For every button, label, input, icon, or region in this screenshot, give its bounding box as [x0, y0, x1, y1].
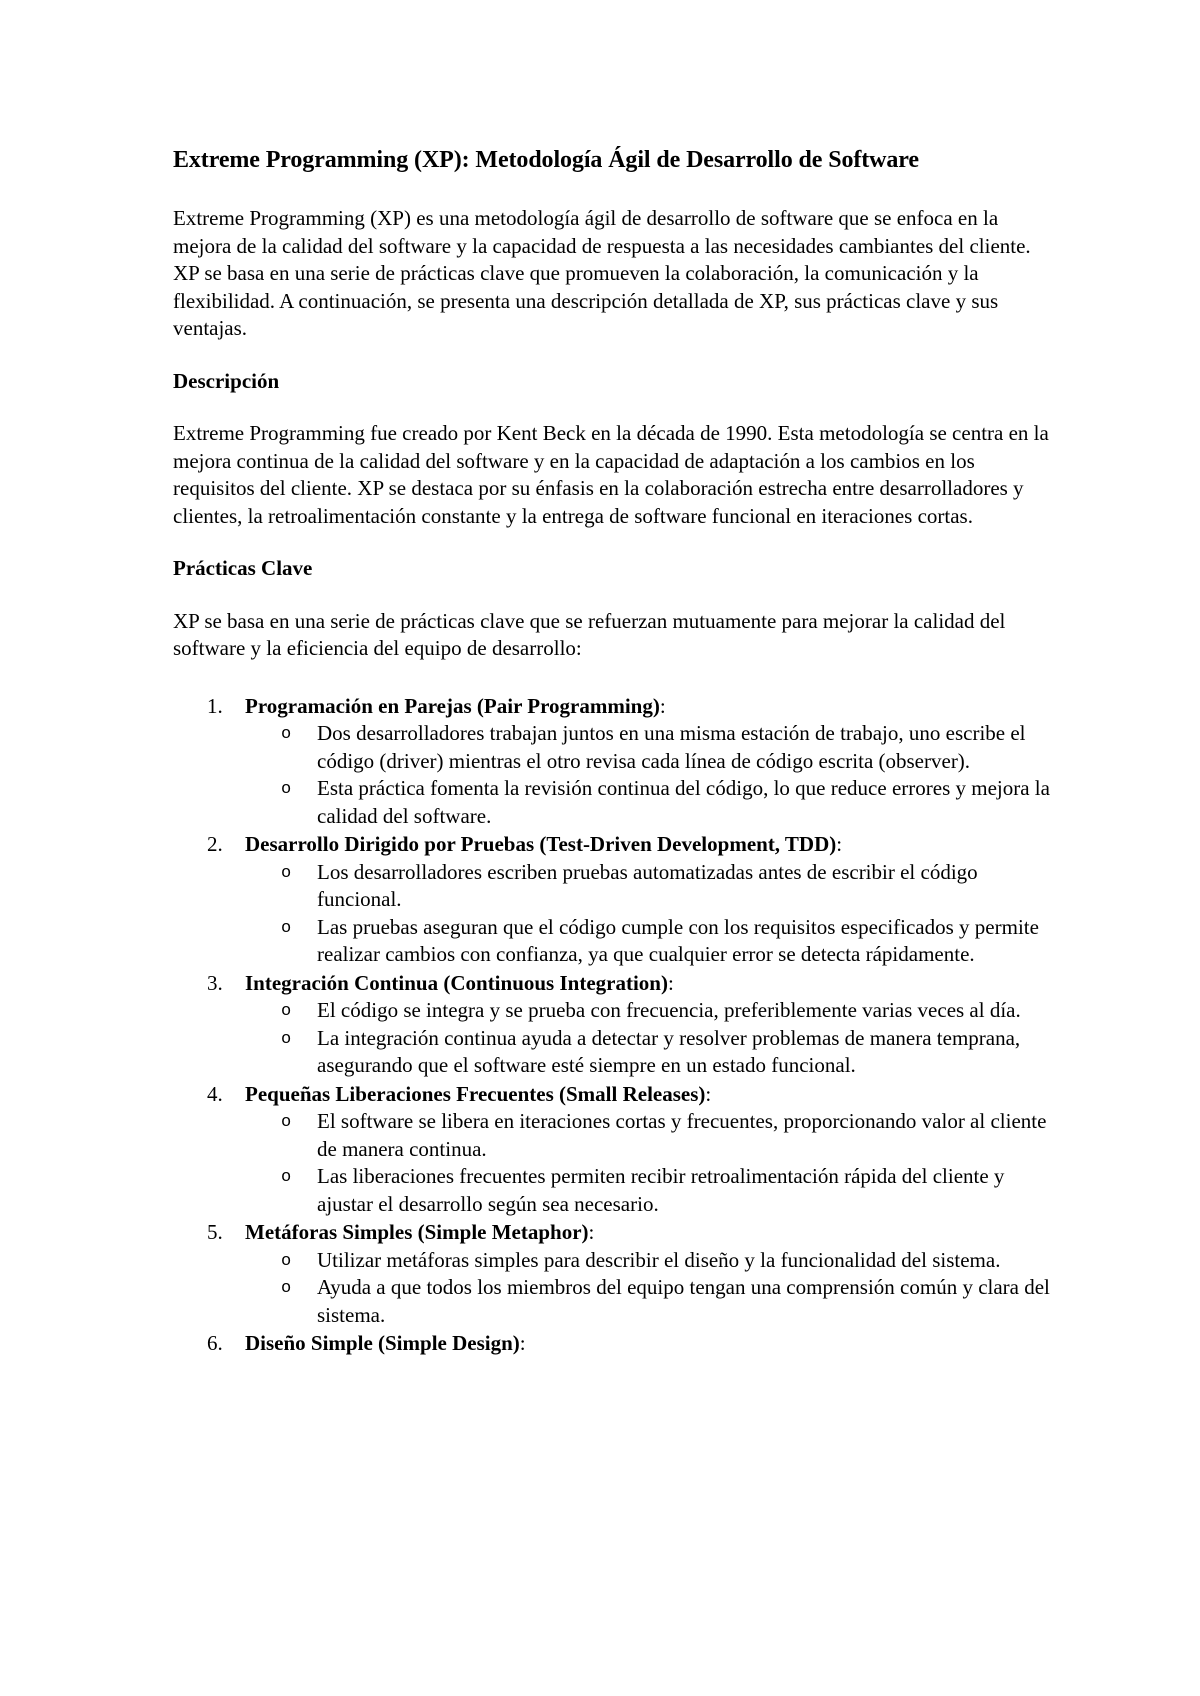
practice-point: [245, 1274, 1053, 1329]
practice-title: Programación en Parejas (Pair Programming): [245, 693, 660, 718]
practices-heading: Prácticas Clave: [173, 556, 313, 580]
intro-paragraph: Extreme Programming (XP) es una metodología ágil de desarrollo de software que se enfoca en la mejora de la calidad del software y la capacidad de respuesta a las necesidades cambiantes del cliente. XP se basa en una serie de prácticas clave que promueven la colaboración, la comunicación y la flexibilidad. A continuación, se presenta una descripción detallada de XP, sus prácticas clave y sus ventajas.: [173, 206, 1031, 340]
practice-point-text: Esta práctica fomenta la revisión continua del código, lo que reduce errores y mejora la calidad del software.: [317, 776, 1050, 828]
practices-intro: XP se basa en una serie de prácticas clave que se refuerzan mutuamente para mejorar la calidad del software y la eficiencia del equipo de desarrollo:: [173, 608, 1006, 660]
practice-point: [245, 859, 1053, 914]
practice-point: [245, 1025, 1053, 1080]
practice-point-text: El código se integra y se prueba con frecuencia, preferiblemente varias veces al día.: [317, 998, 1021, 1022]
practice-number: 4.: [207, 1081, 223, 1106]
practice-colon: :: [667, 970, 674, 995]
practice-colon: :: [836, 832, 843, 856]
practice-points: [245, 1247, 1053, 1330]
practice-colon: :: [519, 1331, 526, 1355]
bullet-icon: o: [281, 918, 292, 938]
practice-item: [173, 1081, 1053, 1219]
practice-point-text: Las pruebas aseguran que el código cumple con los requisitos especificados y permite realizar cambios con confianza, ya que cualquier error se detecta rápidamente.: [317, 914, 1039, 966]
description-paragraph: Extreme Programming fue creado por Kent Beck en la década de 1990. Esta metodología se centra en la mejora continua de la calidad del software y en la capacidad de adaptación a los cambios en los requisitos del cliente. XP se destaca por su énfasis en la colaboración estrecha entre desarrolladores y clientes, la retroalimentación constante y la entrega de software funcional en iteraciones cortas.: [173, 421, 1049, 528]
practice-points: [245, 997, 1053, 1080]
practice-point: [245, 997, 1053, 1025]
bullet-icon: o: [281, 1002, 292, 1021]
bullet-icon: o: [281, 863, 292, 883]
document-title: Extreme Programming (XP): Metodología Ágil de Desarrollo de Software: [173, 147, 919, 173]
practice-points: [245, 720, 1053, 830]
practice-colon: :: [588, 1220, 595, 1244]
practice-number: 1.: [207, 693, 223, 718]
practice-item: [173, 831, 1053, 969]
practice-title: Pequeñas Liberaciones Frecuentes (Small Releases): [245, 1081, 706, 1106]
practice-point: [245, 1108, 1053, 1163]
practice-point-text: Utilizar metáforas simples para describir el diseño y la funcionalidad del sistema.: [317, 1247, 1001, 1272]
bullet-icon: o: [281, 1113, 292, 1132]
practice-title: Diseño Simple (Simple Design): [245, 1331, 520, 1355]
bullet-icon: o: [281, 1279, 292, 1298]
practice-point-text: El software se libera en iteraciones cortas y frecuentes, proporcionando valor al cliente de manera continua.: [317, 1109, 1047, 1161]
document-page: [173, 140, 1053, 1359]
practice-points: [245, 859, 1053, 969]
practice-title: Desarrollo Dirigido por Pruebas (Test-Driven Development, TDD): [245, 832, 837, 856]
practices-list: [173, 693, 1053, 1358]
practice-point-text: Ayuda a que todos los miembros del equipo tengan una comprensión común y clara del sistema.: [317, 1275, 1050, 1327]
practice-title: Metáforas Simples (Simple Metaphor): [245, 1220, 589, 1244]
bullet-icon: o: [281, 1168, 292, 1187]
practice-point-text: Las liberaciones frecuentes permiten recibir retroalimentación rápida del cliente y ajustar el desarrollo según sea necesario.: [317, 1164, 1005, 1216]
practice-number: 6.: [207, 1331, 223, 1355]
practice-title: Integración Continua (Continuous Integration): [245, 970, 668, 995]
practice-point: [245, 1163, 1053, 1218]
practice-item: [173, 1219, 1053, 1329]
practice-item: [173, 1330, 1053, 1358]
practice-point: [245, 775, 1053, 830]
practice-colon: :: [659, 693, 666, 718]
practice-point-text: Los desarrolladores escriben pruebas automatizadas antes de escribir el código funcional.: [317, 859, 978, 911]
practice-point: [245, 914, 1053, 969]
bullet-icon: o: [281, 780, 292, 799]
practice-number: 5.: [207, 1220, 223, 1244]
bullet-icon: o: [281, 1029, 292, 1049]
practice-colon: :: [705, 1081, 712, 1106]
practice-points: [245, 1108, 1053, 1218]
practice-point-text: La integración continua ayuda a detectar y resolver problemas de manera temprana, asegurando que el software esté siempre en un estado funcional.: [317, 1025, 1021, 1077]
practice-item: [173, 693, 1053, 831]
practice-point: [245, 1247, 1053, 1275]
practice-number: 3.: [207, 970, 223, 995]
bullet-icon: o: [281, 725, 292, 744]
practice-point: [245, 720, 1053, 775]
description-heading: Descripción: [173, 368, 280, 393]
practice-point-text: Dos desarrolladores trabajan juntos en una misma estación de trabajo, uno escribe el código (driver) mientras el otro revisa cada línea de código escrita (observer).: [317, 721, 1026, 773]
bullet-icon: o: [281, 1251, 292, 1271]
practice-item: [173, 970, 1053, 1080]
practice-number: 2.: [207, 832, 223, 856]
